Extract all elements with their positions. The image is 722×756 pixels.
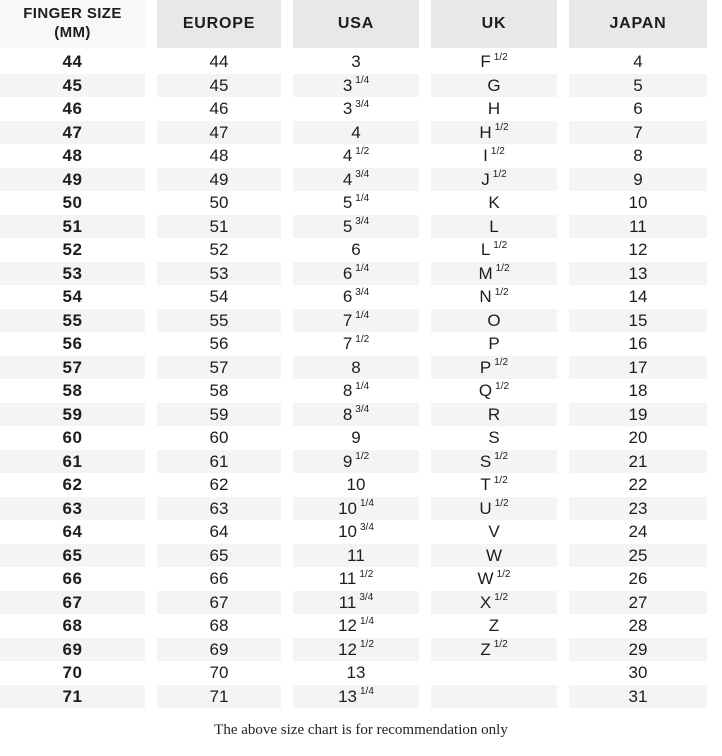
cell-mm: 58 [62,381,83,401]
cell-mm: 69 [0,638,145,662]
cell-uk: N $^{1/2}$ [479,286,509,307]
cell-uk: L [431,215,557,239]
table-row [0,567,722,591]
table-row [0,50,722,74]
cell-uk: W $^{1/2}$ [477,568,511,589]
cell-uk [431,661,557,685]
cell-usa: 10 [346,475,366,495]
cell-usa: 4 $^{3/4}$ [293,168,419,192]
cell-mm: 48 [62,146,83,166]
cell-uk: H [487,99,501,119]
cell-uk: U $^{1/2}$ [431,497,557,521]
cell-japan: 7 [569,121,707,145]
cell-mm: 44 [62,52,83,72]
cell-japan: 31 [569,685,707,709]
cell-mm: 56 [62,334,83,354]
cell-uk: J $^{1/2}$ [431,168,557,192]
table-row [0,520,722,544]
cell-usa: 7 $^{1/4}$ [293,309,419,333]
cell-usa: 8 $^{1/4}$ [342,380,370,401]
cell-europe: 66 [209,569,229,589]
cell-mm: 53 [0,262,145,286]
header-uk: UK [431,0,557,48]
cell-japan: 20 [628,428,648,448]
cell-mm: 62 [62,475,83,495]
cell-uk: L $^{1/2}$ [480,239,508,260]
cell-europe: 57 [157,356,281,380]
cell-usa: 6 [351,240,361,260]
table-row [0,97,722,121]
table-row [0,450,722,474]
table-row [0,544,722,568]
cell-europe: 50 [209,193,229,213]
cell-japan: 21 [569,450,707,474]
cell-uk: Z $^{1/2}$ [431,638,557,662]
cell-usa: 4 [293,121,419,145]
cell-uk: F $^{1/2}$ [480,51,508,72]
cell-mm: 71 [0,685,145,709]
cell-usa: 3 $^{3/4}$ [342,98,370,119]
table-row [0,74,722,98]
cell-usa: 12 $^{1/4}$ [338,615,374,636]
cell-japan: 19 [569,403,707,427]
cell-usa: 5 $^{3/4}$ [293,215,419,239]
cell-usa: 13 $^{1/4}$ [293,685,419,709]
table-row [0,638,722,662]
cell-usa: 6 $^{1/4}$ [293,262,419,286]
cell-japan: 4 [633,52,643,72]
cell-mm: 52 [62,240,83,260]
table-row [0,332,722,356]
cell-europe: 71 [157,685,281,709]
cell-mm: 70 [62,663,83,683]
cell-europe: 67 [157,591,281,615]
cell-japan: 11 [569,215,707,239]
cell-usa: 6 $^{3/4}$ [342,286,370,307]
table-row [0,379,722,403]
cell-japan: 25 [569,544,707,568]
cell-uk: X $^{1/2}$ [431,591,557,615]
cell-uk: K [488,193,500,213]
cell-uk: S $^{1/2}$ [431,450,557,474]
table-row [0,403,722,427]
cell-usa: 11 [293,544,419,568]
cell-mm: 68 [62,616,83,636]
cell-japan: 10 [628,193,648,213]
cell-japan: 6 [633,99,643,119]
cell-europe: 62 [209,475,229,495]
table-row [0,614,722,638]
disclaimer-note: The above size chart is for recommendation only [214,722,508,738]
cell-uk: S [488,428,500,448]
cell-japan: 12 [628,240,648,260]
cell-europe: 69 [157,638,281,662]
header-europe: EUROPE [157,0,281,48]
cell-usa: 5 $^{1/4}$ [342,192,370,213]
header-finger-size-line2: (MM) [54,24,91,41]
cell-uk: W [431,544,557,568]
cell-uk: G [431,74,557,98]
cell-uk: M $^{1/2}$ [431,262,557,286]
cell-uk: P $^{1/2}$ [431,356,557,380]
cell-europe: 54 [209,287,229,307]
cell-japan: 13 [569,262,707,286]
cell-japan: 22 [628,475,648,495]
table-row [0,309,722,333]
cell-europe: 70 [209,663,229,683]
cell-europe: 47 [157,121,281,145]
table-row [0,238,722,262]
cell-usa: 13 [346,663,366,683]
cell-mm: 66 [62,569,83,589]
cell-europe: 63 [157,497,281,521]
header-japan: JAPAN [569,0,707,48]
cell-japan: 16 [628,334,648,354]
cell-usa: 10 $^{1/4}$ [293,497,419,521]
cell-usa: 8 [293,356,419,380]
table-row [0,426,722,450]
cell-mm: 54 [62,287,83,307]
cell-uk: I $^{1/2}$ [483,145,505,166]
cell-mm: 57 [0,356,145,380]
cell-japan: 5 [569,74,707,98]
table-row [0,356,722,380]
cell-uk: P [488,334,500,354]
cell-japan: 29 [569,638,707,662]
cell-mm: 51 [0,215,145,239]
cell-uk: T $^{1/2}$ [480,474,508,495]
cell-japan: 14 [628,287,648,307]
cell-usa: 11 $^{1/2}$ [338,568,374,589]
cell-mm: 64 [62,522,83,542]
cell-japan: 18 [628,381,648,401]
cell-europe: 53 [157,262,281,286]
cell-mm: 49 [0,168,145,192]
cell-uk: O [431,309,557,333]
table-body [0,50,722,708]
cell-europe: 45 [157,74,281,98]
cell-europe: 49 [157,168,281,192]
cell-japan: 9 [569,168,707,192]
table-row [0,168,722,192]
cell-mm: 46 [62,99,83,119]
table-row [0,215,722,239]
cell-uk [431,685,557,709]
cell-mm: 61 [0,450,145,474]
cell-mm: 50 [62,193,83,213]
cell-japan: 26 [628,569,648,589]
table-row [0,685,722,709]
cell-japan: 27 [569,591,707,615]
cell-usa: 4 $^{1/2}$ [342,145,370,166]
cell-europe: 68 [209,616,229,636]
cell-japan: 24 [628,522,648,542]
header-usa: USA [293,0,419,48]
cell-mm: 63 [0,497,145,521]
cell-usa: 9 $^{1/2}$ [293,450,419,474]
table-row [0,191,722,215]
cell-europe: 61 [157,450,281,474]
cell-mm: 59 [0,403,145,427]
cell-japan: 30 [628,663,648,683]
cell-usa: 10 $^{3/4}$ [338,521,374,542]
cell-japan: 15 [569,309,707,333]
cell-europe: 44 [209,52,229,72]
cell-europe: 51 [157,215,281,239]
cell-europe: 48 [209,146,229,166]
cell-uk: Q $^{1/2}$ [478,380,510,401]
cell-mm: 67 [0,591,145,615]
cell-europe: 59 [157,403,281,427]
cell-mm: 45 [0,74,145,98]
cell-usa: 12 $^{1/2}$ [293,638,419,662]
table-row [0,591,722,615]
table-header [0,0,722,48]
cell-europe: 46 [209,99,229,119]
table-row [0,144,722,168]
table-row [0,121,722,145]
cell-uk: V [488,522,500,542]
cell-usa: 3 [351,52,361,72]
cell-mm: 65 [0,544,145,568]
cell-usa: 8 $^{3/4}$ [293,403,419,427]
table-row [0,661,722,685]
cell-europe: 65 [157,544,281,568]
cell-usa: 3 $^{1/4}$ [293,74,419,98]
table-row [0,473,722,497]
cell-usa: 11 $^{3/4}$ [293,591,419,615]
cell-uk: H $^{1/2}$ [431,121,557,145]
cell-mm: 55 [0,309,145,333]
header-finger-size-mm [0,0,145,48]
cell-usa: 7 $^{1/2}$ [342,333,370,354]
table-row [0,262,722,286]
cell-europe: 55 [157,309,281,333]
cell-japan: 28 [628,616,648,636]
table-row [0,285,722,309]
cell-mm: 60 [62,428,83,448]
cell-europe: 58 [209,381,229,401]
cell-japan: 23 [569,497,707,521]
cell-uk: R [431,403,557,427]
cell-mm: 47 [0,121,145,145]
cell-europe: 60 [209,428,229,448]
cell-uk: Z [488,616,500,636]
cell-europe: 52 [209,240,229,260]
table-row [0,497,722,521]
cell-europe: 64 [209,522,229,542]
cell-usa: 9 [351,428,361,448]
cell-europe: 56 [209,334,229,354]
cell-japan: 8 [633,146,643,166]
header-finger-size-line1: FINGER SIZE [23,5,122,23]
cell-japan: 17 [569,356,707,380]
